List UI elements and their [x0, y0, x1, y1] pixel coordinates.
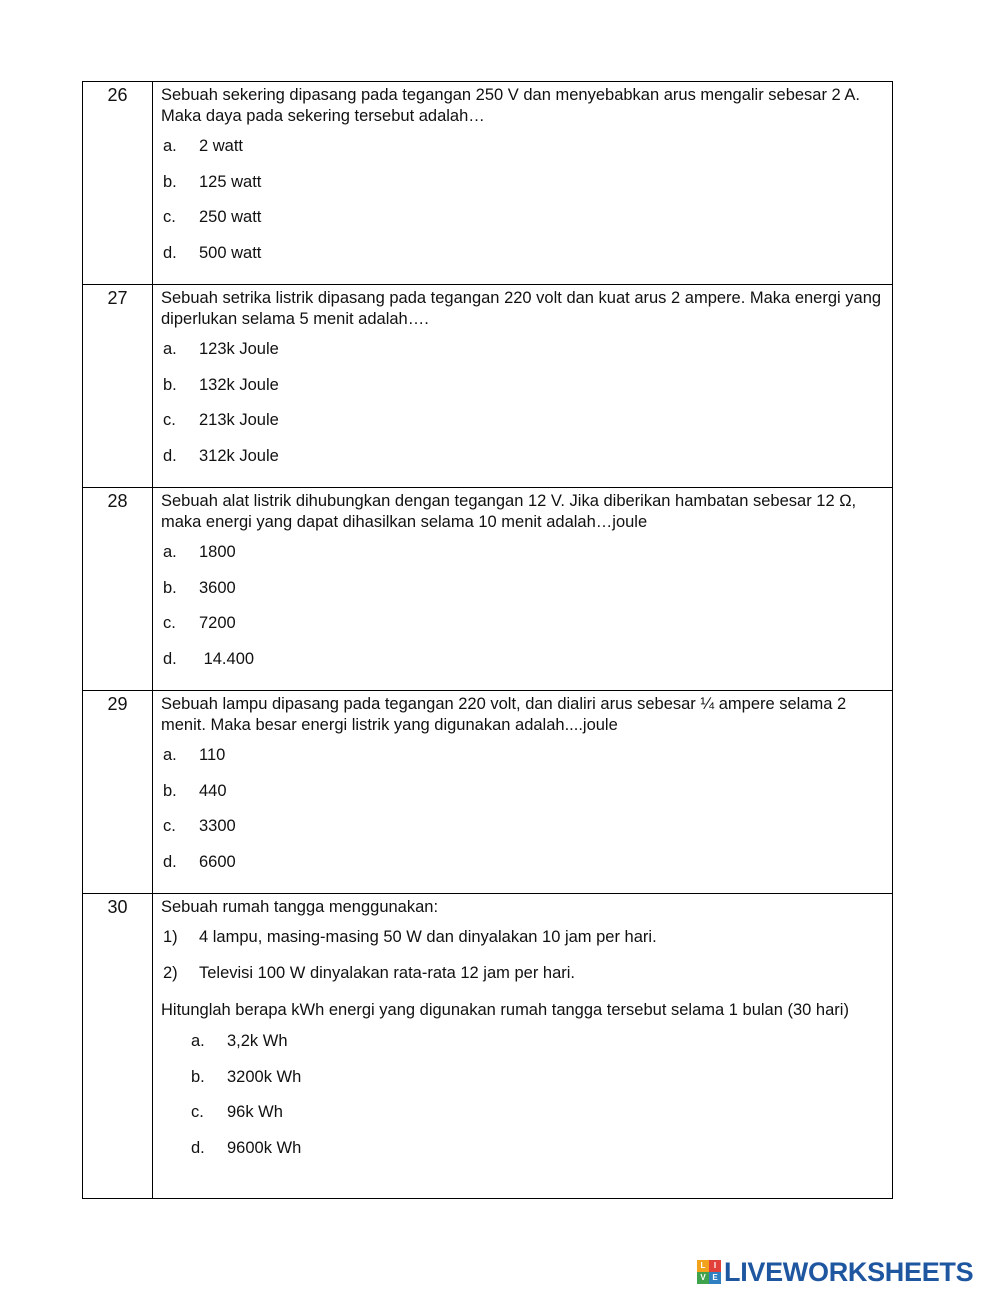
option-c[interactable]: [161, 207, 882, 243]
option-b[interactable]: [161, 781, 882, 817]
option-a[interactable]: [161, 745, 882, 781]
option-a[interactable]: [161, 542, 882, 578]
question-number: 26: [83, 82, 153, 285]
option-d[interactable]: [161, 852, 882, 888]
question-note: Hitunglah berapa kWh energi yang digunakan rumah tangga tersebut selama 1 bulan (30 hari): [161, 1001, 849, 1019]
option-text: 125 watt: [199, 172, 262, 191]
option-text: 440: [199, 781, 227, 800]
question-number: 29: [83, 691, 153, 894]
question-content: [153, 894, 893, 1199]
option-list: [161, 1031, 882, 1173]
option-text: 6600: [199, 852, 236, 871]
question-content: [153, 285, 893, 488]
option-text: 96k Wh: [227, 1103, 283, 1121]
item-text: Televisi 100 W dinyalakan rata-rata 12 jam per hari.: [199, 963, 576, 982]
option-label: c.: [163, 817, 176, 835]
logo-letter: E: [709, 1272, 721, 1284]
option-text: 500 watt: [199, 243, 262, 262]
question-text: Sebuah lampu dipasang pada tegangan 220 volt, dan dialiri arus sebesar ¼ ampere selama 2 menit. Maka besar energi listrik yang digunakan adalah....joule: [161, 695, 847, 734]
question-text: Sebuah sekering dipasang pada tegangan 250 V dan menyebabkan arus mengalir sebesar 2 A. Maka daya pada sekering tersebut adalah…: [161, 86, 861, 125]
question-row-28: [83, 488, 893, 691]
option-label: a.: [163, 746, 177, 764]
option-text: 3300: [199, 817, 236, 835]
option-b[interactable]: [161, 375, 882, 411]
option-d[interactable]: [161, 446, 882, 482]
live-icon: [697, 1260, 721, 1284]
question-number: 27: [83, 285, 153, 488]
item-text: 4 lampu, masing-masing 50 W dan dinyalakan 10 jam per hari.: [199, 928, 657, 946]
option-text: 250 watt: [199, 208, 262, 226]
option-text: 123k Joule: [199, 340, 279, 358]
option-label: d.: [163, 649, 177, 668]
option-label: d.: [191, 1138, 205, 1157]
option-label: d.: [163, 243, 177, 262]
option-d[interactable]: [161, 1138, 882, 1174]
option-label: c.: [163, 614, 176, 632]
option-c[interactable]: [161, 1102, 882, 1138]
question-number: 28: [83, 488, 153, 691]
option-label: c.: [163, 208, 176, 226]
option-text: 110: [199, 746, 226, 764]
option-text: 3600: [199, 578, 236, 597]
list-item: [161, 927, 882, 963]
option-text: 14.400: [199, 649, 255, 668]
option-label: d.: [163, 446, 177, 465]
logo-letter: I: [709, 1260, 721, 1272]
option-label: b.: [163, 781, 177, 800]
question-table: [82, 81, 893, 1199]
option-label: a.: [163, 543, 177, 561]
option-text: 1800: [199, 543, 236, 561]
option-a[interactable]: [161, 339, 882, 375]
option-c[interactable]: [161, 410, 882, 446]
option-a[interactable]: [161, 136, 882, 172]
option-b[interactable]: [161, 172, 882, 208]
question-row-30: [83, 894, 893, 1199]
option-a[interactable]: [161, 1031, 882, 1067]
item-label: 2): [163, 963, 178, 982]
list-item: [161, 963, 882, 999]
option-label: a.: [163, 137, 177, 155]
option-b[interactable]: [161, 1067, 882, 1103]
option-text: 132k Joule: [199, 375, 279, 394]
question-text: Sebuah rumah tangga menggunakan:: [161, 898, 439, 916]
option-text: 7200: [199, 614, 236, 632]
option-text: 3200k Wh: [227, 1067, 302, 1086]
option-label: c.: [163, 411, 176, 429]
option-label: b.: [163, 578, 177, 597]
logo-letter: L: [697, 1260, 709, 1272]
option-text: 2 watt: [199, 137, 244, 155]
question-row-26: [83, 82, 893, 285]
option-label: b.: [163, 375, 177, 394]
question-text: Sebuah alat listrik dihubungkan dengan tegangan 12 V. Jika diberikan hambatan sebesar 12 Ω, maka energi yang dapat dihasilkan selama 10 menit adalah…joule: [161, 492, 857, 531]
question-text: Sebuah setrika listrik dipasang pada tegangan 220 volt dan kuat arus 2 ampere. Maka energi yang diperlukan selama 5 menit adalah….: [161, 289, 882, 328]
option-d[interactable]: [161, 243, 882, 279]
question-content: [153, 691, 893, 894]
option-label: c.: [191, 1103, 204, 1121]
option-text: 3,2k Wh: [227, 1032, 288, 1050]
logo-text: LIVEWORKSHEETS: [724, 1256, 974, 1287]
option-c[interactable]: [161, 613, 882, 649]
item-label: 1): [163, 928, 178, 946]
question-content: [153, 488, 893, 691]
option-text: 9600k Wh: [227, 1138, 302, 1157]
option-label: b.: [163, 172, 177, 191]
option-d[interactable]: [161, 649, 882, 685]
question-content: [153, 82, 893, 285]
logo-letter: V: [697, 1272, 709, 1284]
option-c[interactable]: [161, 816, 882, 852]
option-b[interactable]: [161, 578, 882, 614]
liveworksheets-logo: [697, 1257, 973, 1287]
question-row-29: [83, 691, 893, 894]
option-label: d.: [163, 852, 177, 871]
option-label: a.: [191, 1032, 205, 1050]
option-text: 213k Joule: [199, 411, 279, 429]
option-text: 312k Joule: [199, 446, 279, 465]
question-number: 30: [83, 894, 153, 1199]
option-label: b.: [191, 1067, 205, 1086]
option-label: a.: [163, 340, 177, 358]
question-row-27: [83, 285, 893, 488]
